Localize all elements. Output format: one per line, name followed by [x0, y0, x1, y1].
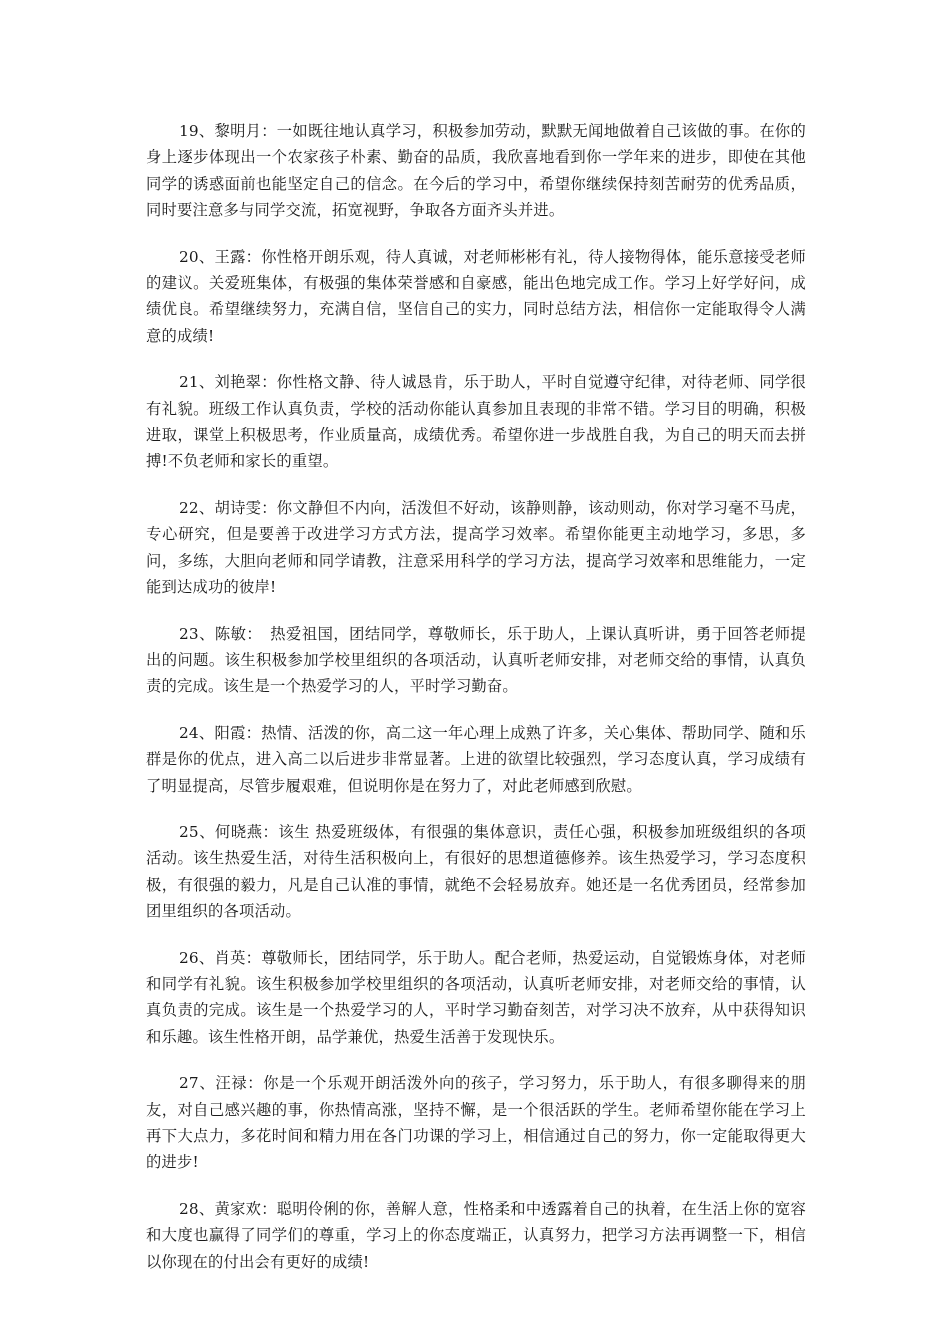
comment-paragraph: 28、黄家欢：聪明伶俐的你，善解人意，性格柔和中透露着自己的执着，在生活上你的宽容和大度也赢得了同学们的尊重，学习上的你态度端正，认真努力，把学习方法再调整一下，相信以你现在的付出会有更好的成绩! [146, 1199, 806, 1271]
comment-paragraph: 27、汪禄：你是一个乐观开朗活泼外向的孩子，学习努力，乐于助人，有很多聊得来的朋友，对自己感兴趣的事，你热情高涨，坚持不懈，是一个很活跃的学生。老师希望你能在学习上再下大点力，多花时间和精力用在各门功课的学习上，相信通过自己的努力，你一定能取得更大的进步! [146, 1074, 806, 1172]
comment-paragraph: 22、胡诗雯：你文静但不内向，活泼但不好动，该静则静，该动则动，你对学习毫不马虎，专心研究，但是要善于改进学习方式方法，提高学习效率。希望你能更主动地学习，多思，多问，多练，大胆向老师和同学请教，注意采用科学的学习方法，提高学习效率和思维能力，一定能到达成功的彼岸! [146, 498, 806, 597]
comment-paragraph: 25、何晓燕：该生 热爱班级体，有很强的集体意识，责任心强，积极参加班级组织的各项活动。该生热爱生活，对待生活积极向上，有很好的思想道德修养。该生热爱学习，学习态度积极，有很强的毅力，凡是自己认准的事情，就绝不会轻易放弃。她还是一名优秀团员，经常参加团里组织的各项活动。 [146, 822, 806, 921]
comment-paragraph: 20、王露：你性格开朗乐观，待人真诚，对老师彬彬有礼，待人接物得体，能乐意接受老师的建议。关爱班集体，有极强的集体荣誉感和自豪感，能出色地完成工作。学习上好学好问，成绩优良。希望继续努力，充满自信，坚信自己的实力，同时总结方法，相信你一定能取得令人满意的成绩! [146, 247, 806, 345]
document-body [146, 118, 806, 1295]
comment-paragraph: 26、肖英：尊敬师长，团结同学，乐于助人。配合老师，热爱运动，自觉锻炼身体，对老师和同学有礼貌。该生积极参加学校里组织的各项活动，认真听老师安排，对老师交给的事情，认真负责的完成。该生是一个热爱学习的人，平时学习勤奋刻苦，对学习决不放弃，从中获得知识和乐趣。该生性格开朗，品学兼优，热爱生活善于发现快乐。 [146, 948, 806, 1046]
comment-paragraph: 21、刘艳翠：你性格文静、待人诚恳肯，乐于助人，平时自觉遵守纪律，对待老师、同学很有礼貌。班级工作认真负责，学校的活动你能认真参加且表现的非常不错。学习目的明确，积极进取，课堂上积极思考，作业质量高，成绩优秀。希望你进一步战胜自我，为自己的明天而去拼搏!不负老师和家长的重望。 [146, 373, 806, 471]
comment-paragraph: 23、陈敏： 热爱祖国，团结同学，尊敬师长，乐于助人，上课认真听讲，勇于回答老师提出的问题。该生积极参加学校里组织的各项活动，认真听老师安排，对老师交给的事情，认真负责的完成。该生是一个热爱学习的人，平时学习勤奋。 [146, 624, 806, 696]
comment-paragraph: 19、黎明月：一如既往地认真学习，积极参加劳动，默默无闻地做着自己该做的事。在你的身上逐步体现出一个农家孩子朴素、勤奋的品质，我欣喜地看到你一学年来的进步，即使在其他同学的诱惑面前也能坚定自己的信念。在今后的学习中，希望你继续保持刻苦耐劳的优秀品质，同时要注意多与同学交流，拓宽视野，争取各方面齐头并进。 [146, 122, 806, 220]
comment-paragraph: 24、阳霞：热情、活泼的你，高二这一年心理上成熟了许多，关心集体、帮助同学、随和乐群是你的优点，进入高二以后进步非常显著。上进的欲望比较强烈，学习态度认真，学习成绩有了明显提高，尽管步履艰难，但说明你是在努力了，对此老师感到欣慰。 [146, 723, 806, 795]
